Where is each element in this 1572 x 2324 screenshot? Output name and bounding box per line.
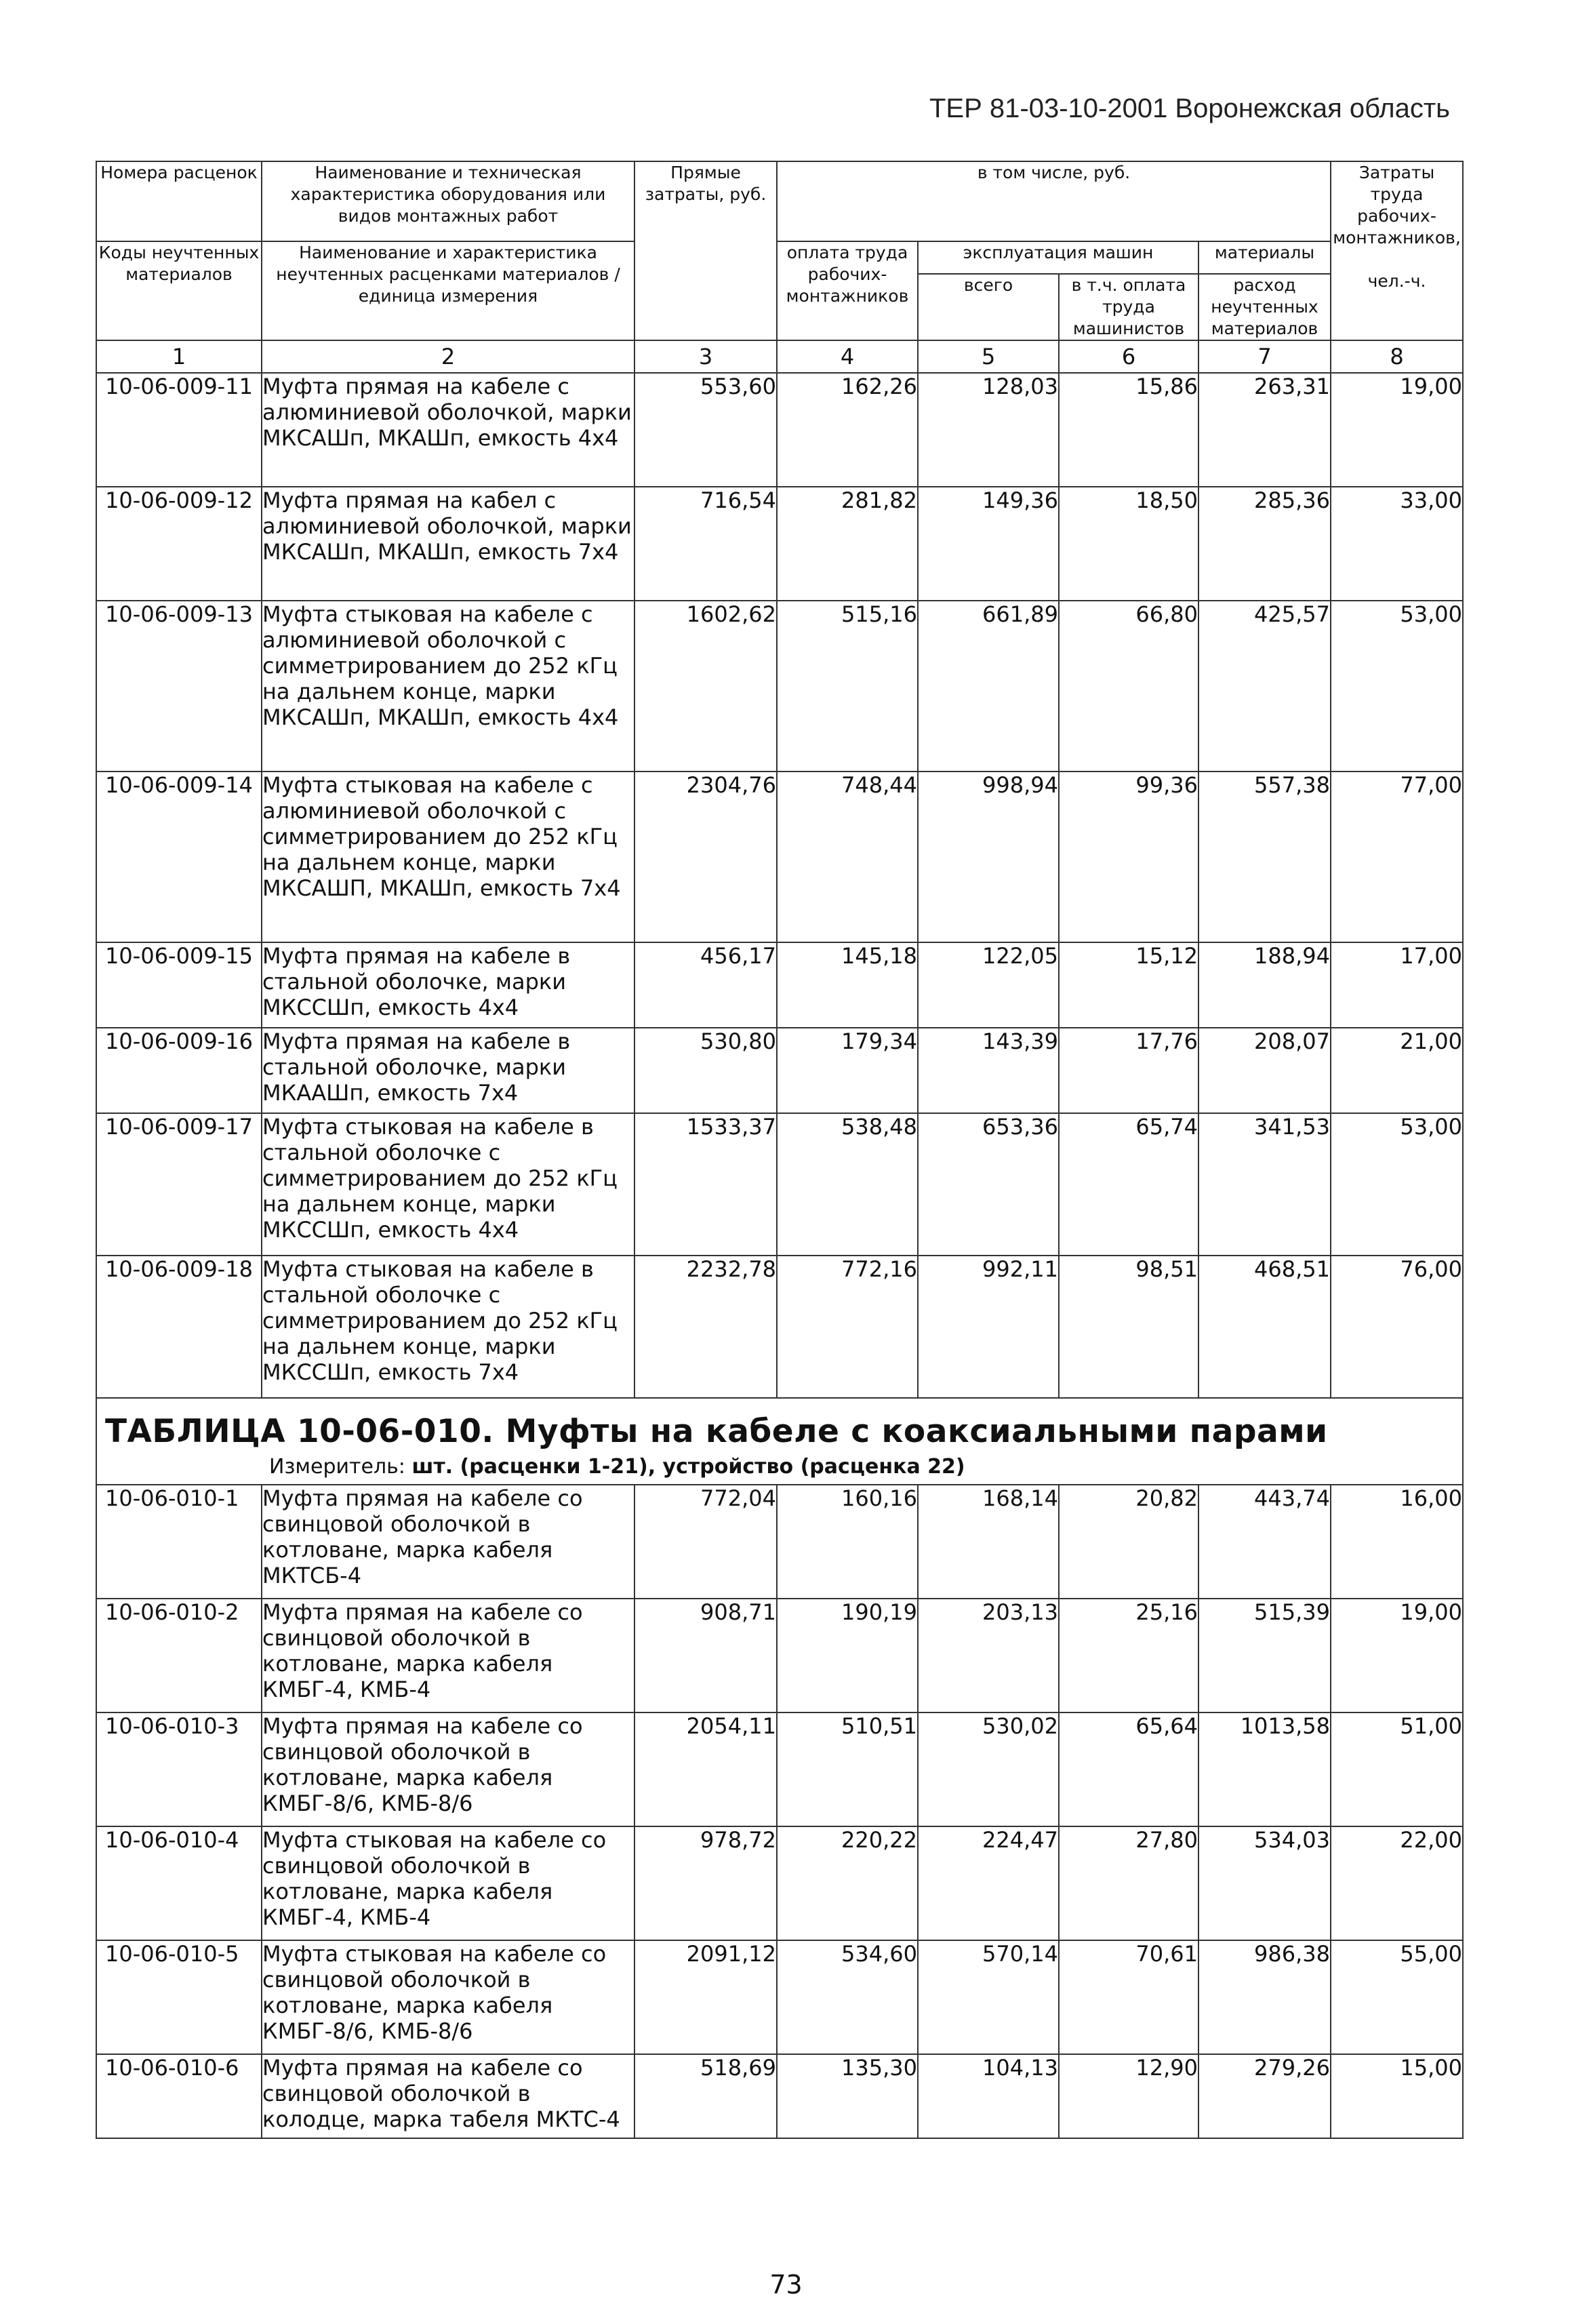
workers-pay: 538,48 (777, 1113, 918, 1256)
machinists-pay: 65,74 (1059, 1113, 1198, 1256)
direct-costs: 2054,11 (634, 1712, 777, 1826)
rates-table (96, 161, 1464, 2139)
rate-code: 10-06-009-14 (96, 772, 262, 942)
materials-cost: 263,31 (1198, 373, 1331, 487)
rate-code: 10-06-010-6 (96, 2054, 262, 2138)
table-row (96, 1256, 1463, 1398)
rate-code: 10-06-009-13 (96, 601, 262, 772)
direct-costs: 2232,78 (634, 1256, 777, 1398)
page-number: 73 (769, 2270, 803, 2300)
header-name-top: Наименование и техническая характеристика оборудования или видов монтажных работ (262, 161, 634, 241)
materials-cost: 515,39 (1198, 1599, 1331, 1712)
labor-hours: 76,00 (1331, 1256, 1463, 1398)
rate-description: Муфта прямая на кабеле в стальной оболочке, марки МКААШп, емкость 7х4 (262, 1028, 634, 1113)
header-labor (1331, 161, 1463, 340)
machines-total: 653,36 (918, 1113, 1059, 1256)
materials-cost: 341,53 (1198, 1113, 1331, 1256)
materials-cost: 279,26 (1198, 2054, 1331, 2138)
machinists-pay: 20,82 (1059, 1485, 1198, 1599)
header-name-bottom: Наименование и характеристика неучтенных расценками материалов / единица измерения (262, 241, 634, 340)
table-row (96, 772, 1463, 942)
rate-description: Муфта стыковая на кабеле с алюминиевой оболочкой с симметрированием до 252 кГц на дальнем конце, марки МКСАШП, МКАШп, емкость 7х4 (262, 772, 634, 942)
machinists-pay: 66,80 (1059, 601, 1198, 772)
header-materials-sub: расход неучтенных материалов (1198, 274, 1331, 340)
machinists-pay: 27,80 (1059, 1826, 1198, 1940)
machines-total: 128,03 (918, 373, 1059, 487)
header-labor-text: Затраты труда рабочих-монтажников, (1333, 163, 1461, 247)
machines-total: 143,39 (918, 1028, 1059, 1113)
rate-description: Муфта прямая на кабел с алюминиевой оболочкой, марки МКСАШп, МКАШп, емкость 7х4 (262, 487, 634, 601)
table-row (96, 1826, 1463, 1940)
labor-hours: 15,00 (1331, 2054, 1463, 2138)
rate-code: 10-06-010-2 (96, 1599, 262, 1712)
table-title-row (96, 1398, 1463, 1485)
machinists-pay: 17,76 (1059, 1028, 1198, 1113)
labor-hours: 51,00 (1331, 1712, 1463, 1826)
colnum-8: 8 (1331, 340, 1463, 373)
labor-hours: 33,00 (1331, 487, 1463, 601)
machines-total: 168,14 (918, 1485, 1059, 1599)
header-including: в том числе, руб. (777, 161, 1331, 241)
table-row (96, 1113, 1463, 1256)
rate-code: 10-06-010-5 (96, 1940, 262, 2054)
rate-description: Муфта стыковая на кабеле со свинцовой оболочкой в котловане, марка кабеля КМБГ-4, КМБ-4 (262, 1826, 634, 1940)
direct-costs: 553,60 (634, 373, 777, 487)
header-workers-pay: оплата труда рабочих-монтажников (777, 241, 918, 340)
workers-pay: 135,30 (777, 2054, 918, 2138)
rate-code: 10-06-010-3 (96, 1712, 262, 1826)
labor-hours: 16,00 (1331, 1485, 1463, 1599)
direct-costs: 518,69 (634, 2054, 777, 2138)
machines-total: 203,13 (918, 1599, 1059, 1712)
machinists-pay: 98,51 (1059, 1256, 1198, 1398)
header-materials: материалы (1198, 241, 1331, 274)
materials-cost: 1013,58 (1198, 1712, 1331, 1826)
rate-description: Муфта прямая на кабеле со свинцовой оболочкой в котловане, марка кабеля КМБГ-8/6, КМБ-8/6 (262, 1712, 634, 1826)
rate-code: 10-06-009-16 (96, 1028, 262, 1113)
header-labor-unit: чел.-ч. (1367, 271, 1426, 291)
machinists-pay: 12,90 (1059, 2054, 1198, 2138)
table-row (96, 2054, 1463, 2138)
materials-cost: 208,07 (1198, 1028, 1331, 1113)
rate-description: Муфта стыковая на кабеле в стальной оболочке с симметрированием до 252 кГц на дальнем конце, марки МКССШп, емкость 7х4 (262, 1256, 634, 1398)
table-row (96, 1712, 1463, 1826)
direct-costs: 978,72 (634, 1826, 777, 1940)
machines-total: 149,36 (918, 487, 1059, 601)
direct-costs: 2091,12 (634, 1940, 777, 2054)
materials-cost: 285,36 (1198, 487, 1331, 601)
table-row (96, 942, 1463, 1028)
direct-costs: 716,54 (634, 487, 777, 601)
workers-pay: 179,34 (777, 1028, 918, 1113)
colnum-3: 3 (634, 340, 777, 373)
colnum-7: 7 (1198, 340, 1331, 373)
rate-code: 10-06-009-18 (96, 1256, 262, 1398)
machines-total: 104,13 (918, 2054, 1059, 2138)
workers-pay: 145,18 (777, 942, 918, 1028)
machines-total: 661,89 (918, 601, 1059, 772)
labor-hours: 21,00 (1331, 1028, 1463, 1113)
direct-costs: 772,04 (634, 1485, 777, 1599)
direct-costs: 456,17 (634, 942, 777, 1028)
machines-total: 224,47 (918, 1826, 1059, 1940)
colnum-5: 5 (918, 340, 1059, 373)
table-row (96, 1028, 1463, 1113)
materials-cost: 443,74 (1198, 1485, 1331, 1599)
machinists-pay: 65,64 (1059, 1712, 1198, 1826)
header-codes: Коды неучтенных материалов (96, 241, 262, 340)
machinists-pay: 25,16 (1059, 1599, 1198, 1712)
rate-code: 10-06-009-11 (96, 373, 262, 487)
materials-cost: 986,38 (1198, 1940, 1331, 2054)
machines-total: 530,02 (918, 1712, 1059, 1826)
table-row (96, 1485, 1463, 1599)
labor-hours: 19,00 (1331, 1599, 1463, 1712)
labor-hours: 53,00 (1331, 601, 1463, 772)
measure-label: Измеритель: (269, 1455, 405, 1479)
workers-pay: 748,44 (777, 772, 918, 942)
measure-line (97, 1450, 1462, 1484)
workers-pay: 160,16 (777, 1485, 918, 1599)
rate-description: Муфта прямая на кабеле со свинцовой оболочкой в колодце, марка табеля МКТС-4 (262, 2054, 634, 2138)
materials-cost: 557,38 (1198, 772, 1331, 942)
labor-hours: 77,00 (1331, 772, 1463, 942)
materials-cost: 468,51 (1198, 1256, 1331, 1398)
header-machinists-pay: в т.ч. оплата труда машинистов (1059, 274, 1198, 340)
colnum-4: 4 (777, 340, 918, 373)
rate-code: 10-06-010-4 (96, 1826, 262, 1940)
rate-description: Муфта прямая на кабеле в стальной оболочке, марки МКССШп, емкость 4х4 (262, 942, 634, 1028)
rate-description: Муфта стыковая на кабеле в стальной оболочке с симметрированием до 252 кГц на дальнем конце, марки МКССШп, емкость 4х4 (262, 1113, 634, 1256)
table-title: ТАБЛИЦА 10-06-010. Муфты на кабеле с коаксиальными парами (105, 1413, 1328, 1450)
workers-pay: 772,16 (777, 1256, 918, 1398)
table-row (96, 1940, 1463, 2054)
workers-pay: 190,19 (777, 1599, 918, 1712)
rate-description: Муфта стыковая на кабеле со свинцовой оболочкой в котловане, марка кабеля КМБГ-8/6, КМБ-8/6 (262, 1940, 634, 2054)
workers-pay: 534,60 (777, 1940, 918, 2054)
labor-hours: 55,00 (1331, 1940, 1463, 2054)
machines-total: 998,94 (918, 772, 1059, 942)
workers-pay: 515,16 (777, 601, 918, 772)
machinists-pay: 99,36 (1059, 772, 1198, 942)
table-row (96, 487, 1463, 601)
colnum-1: 1 (96, 340, 262, 373)
measure-value: шт. (расценки 1-21), устройство (расценка 22) (411, 1455, 965, 1479)
rate-description: Муфта стыковая на кабеле с алюминиевой оболочкой с симметрированием до 252 кГц на дальнем конце, марки МКСАШп, МКАШп, емкость 4х4 (262, 601, 634, 772)
labor-hours: 19,00 (1331, 373, 1463, 487)
rate-code: 10-06-009-12 (96, 487, 262, 601)
direct-costs: 1602,62 (634, 601, 777, 772)
table-row (96, 1599, 1463, 1712)
colnum-6: 6 (1059, 340, 1198, 373)
labor-hours: 53,00 (1331, 1113, 1463, 1256)
direct-costs: 908,71 (634, 1599, 777, 1712)
direct-costs: 1533,37 (634, 1113, 777, 1256)
materials-cost: 425,57 (1198, 601, 1331, 772)
machinists-pay: 18,50 (1059, 487, 1198, 601)
direct-costs: 530,80 (634, 1028, 777, 1113)
header-direct-costs: Прямые затраты, руб. (634, 161, 777, 340)
workers-pay: 162,26 (777, 373, 918, 487)
colnum-2: 2 (262, 340, 634, 373)
machines-total: 122,05 (918, 942, 1059, 1028)
workers-pay: 281,82 (777, 487, 918, 601)
workers-pay: 510,51 (777, 1712, 918, 1826)
materials-cost: 534,03 (1198, 1826, 1331, 1940)
rate-description: Муфта прямая на кабеле со свинцовой оболочкой в котловане, марка кабеля КМБГ-4, КМБ-4 (262, 1599, 634, 1712)
header-rate-numbers: Номера расценок (96, 161, 262, 241)
machinists-pay: 15,86 (1059, 373, 1198, 487)
table-row (96, 601, 1463, 772)
direct-costs: 2304,76 (634, 772, 777, 942)
column-numbers-row (96, 340, 1463, 373)
table-row (96, 373, 1463, 487)
workers-pay: 220,22 (777, 1826, 918, 1940)
labor-hours: 17,00 (1331, 942, 1463, 1028)
rate-description: Муфта прямая на кабеле со свинцовой оболочкой в котловане, марка кабеля МКТСБ-4 (262, 1485, 634, 1599)
running-header: ТЕР 81-03-10-2001 Воронежская область (929, 94, 1450, 123)
rate-code: 10-06-009-17 (96, 1113, 262, 1256)
header-machines-total: всего (918, 274, 1059, 340)
materials-cost: 188,94 (1198, 942, 1331, 1028)
rate-code: 10-06-009-15 (96, 942, 262, 1028)
header-machines: эксплуатация машин (918, 241, 1198, 274)
machines-total: 992,11 (918, 1256, 1059, 1398)
rate-description: Муфта прямая на кабеле с алюминиевой оболочкой, марки МКСАШп, МКАШп, емкость 4х4 (262, 373, 634, 487)
rate-code: 10-06-010-1 (96, 1485, 262, 1599)
machines-total: 570,14 (918, 1940, 1059, 2054)
machinists-pay: 15,12 (1059, 942, 1198, 1028)
labor-hours: 22,00 (1331, 1826, 1463, 1940)
machinists-pay: 70,61 (1059, 1940, 1198, 2054)
